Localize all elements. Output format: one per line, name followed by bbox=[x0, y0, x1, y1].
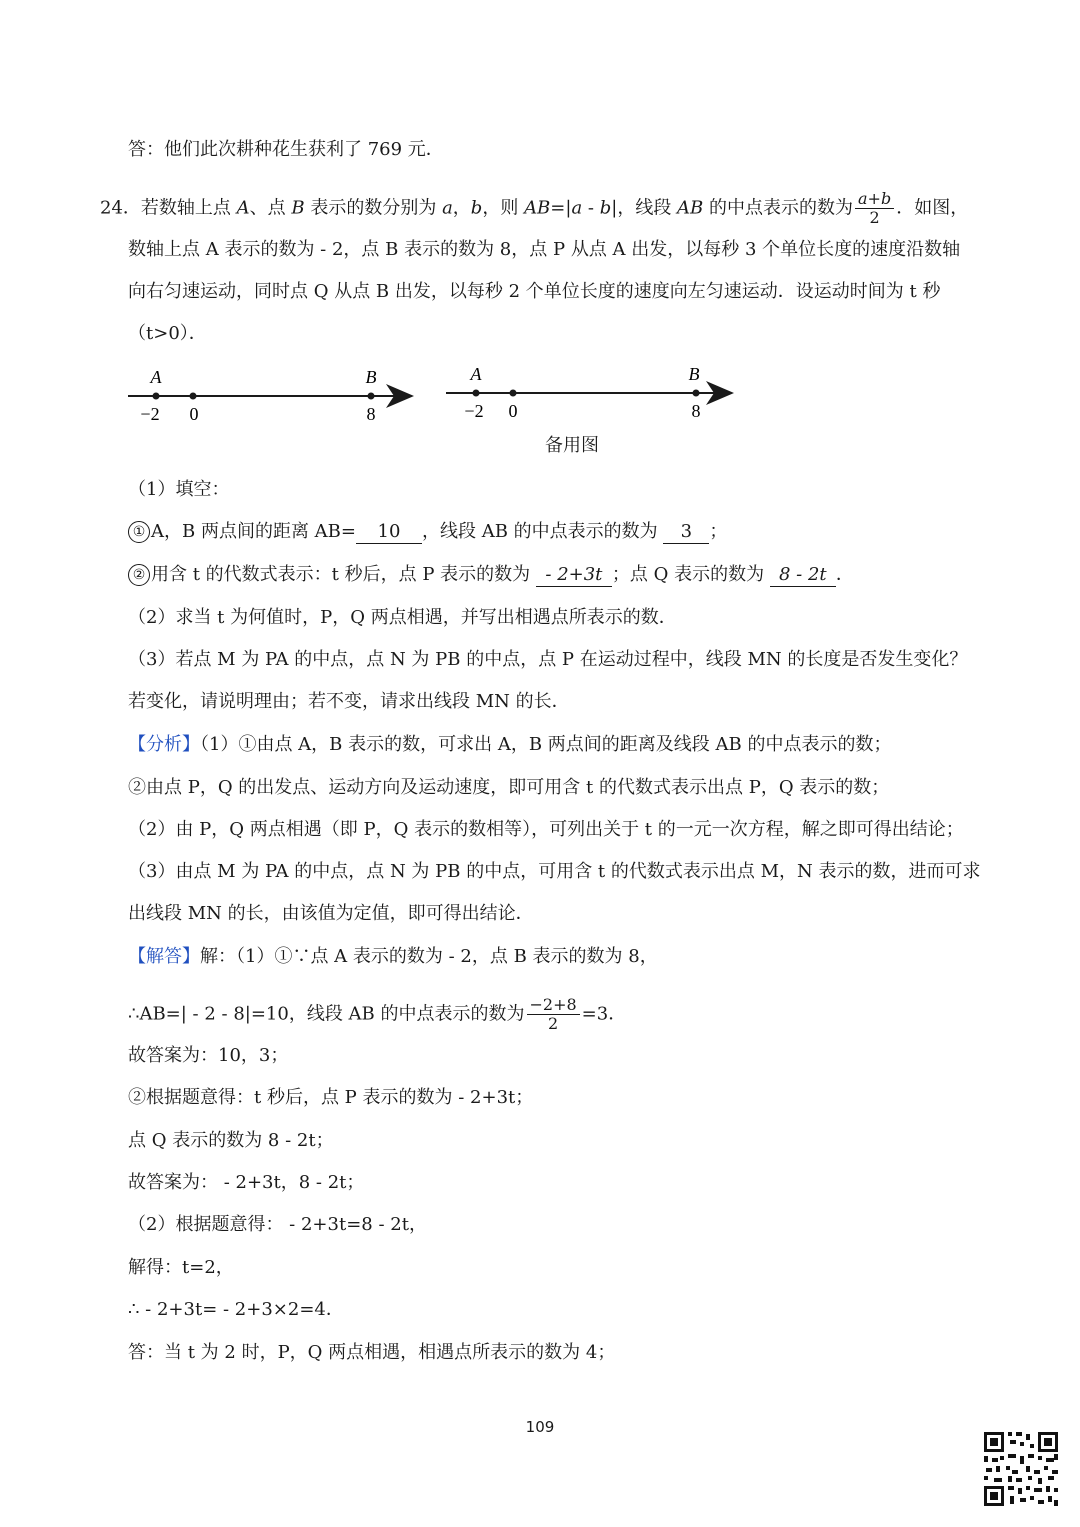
part-2: （2）求当 t 为何值时，P，Q 两点相遇，并写出相遇点所表示的数． bbox=[128, 607, 677, 628]
point-a-dot bbox=[473, 390, 480, 397]
midpoint-calc-fraction: $\frac{-2+8}{2}$ bbox=[527, 996, 580, 1033]
question-24-line-2: 数轴上点 A 表示的数为 - 2，点 B 表示的数为 8，点 P 从点 A 出发，以每秒 3 个单位长度的速度沿数轴 bbox=[128, 239, 961, 260]
number-line-backup bbox=[446, 364, 730, 421]
solution-line-6: 故答案为： - 2+3t，8 - 2t； bbox=[128, 1172, 365, 1193]
answer-blank-p: - 2+3t bbox=[536, 564, 612, 587]
analysis-line-1: 【分析】（1）①由点 A，B 表示的数，可求出 A，B 两点间的距离及线段 AB 的中点表示的数； bbox=[128, 734, 892, 755]
question-24-line-1: 24．若数轴上点 A、点 B 表示的数分别为 a，b，则 AB=|a - b|，线段 AB 的中点表示的数为 $\frac{a+b}{2}$ ．如图， bbox=[100, 189, 969, 227]
origin-dot bbox=[510, 390, 517, 397]
part-3-line-1: （3）若点 M 为 PA 的中点，点 N 为 PB 的中点，点 P 在运动过程中，线段 MN 的长度是否发生变化？ bbox=[128, 649, 968, 670]
point-b-dot bbox=[693, 390, 700, 397]
analysis-line-3: （2）由 P，Q 两点相遇（即 P，Q 表示的数相等），可列出关于 t 的一元一次方程，解之即可得出结论； bbox=[128, 819, 964, 840]
figure-caption: 备用图 bbox=[545, 435, 599, 456]
analysis-line-5: 出线段 MN 的长，由该值为定值，即可得出结论． bbox=[128, 903, 534, 924]
solution-line-10: 答：当 t 为 2 时，P，Q 两点相遇，相遇点所表示的数为 4； bbox=[128, 1342, 616, 1363]
label-a: A bbox=[470, 364, 482, 384]
solution-line-7: （2）根据题意得： - 2+3t=8 - 2t， bbox=[128, 1214, 427, 1235]
qr-code-icon bbox=[982, 1430, 1060, 1508]
tick-label-8: 8 bbox=[691, 401, 701, 421]
label-b: B bbox=[365, 367, 377, 387]
solution-line-2: ∴AB=| - 2 - 8|=10，线段 AB 的中点表示的数为 $\frac{-2+8}{2}$ =3． bbox=[128, 995, 627, 1033]
number-line-main bbox=[128, 367, 410, 424]
number-line-figures bbox=[120, 360, 760, 430]
part-1b: ② 用含 t 的代数式表示：t 秒后，点 P 表示的数为 - 2+3t ；点 Q 表示的数为 8 - 2t ． bbox=[128, 563, 854, 587]
solution-tag: 【解答】 bbox=[128, 946, 200, 967]
analysis-line-4: （3）由点 M 为 PA 的中点，点 N 为 PB 的中点，可用含 t 的代数式表示出点 M，N 表示的数，进而可求 bbox=[128, 861, 981, 882]
solution-line-8: 解得：t=2， bbox=[128, 1257, 234, 1278]
answer-blank-q: 8 - 2t bbox=[770, 564, 836, 587]
solution-line-1: 【解答】解：（1）①∵点 A 表示的数为 - 2，点 B 表示的数为 8， bbox=[128, 946, 658, 967]
tick-label-0: 0 bbox=[508, 401, 518, 421]
page-number: 109 bbox=[525, 1418, 555, 1436]
solution-line-3: 故答案为：10，3； bbox=[128, 1045, 289, 1066]
point-a-dot bbox=[153, 393, 160, 400]
tick-label-0: 0 bbox=[189, 404, 199, 424]
label-a: A bbox=[150, 367, 162, 387]
solution-line-5: 点 Q 表示的数为 8 - 2t； bbox=[128, 1130, 334, 1151]
midpoint-fraction: $\frac{a+b}{2}$ bbox=[855, 190, 894, 227]
question-24-line-4: （t>0）． bbox=[128, 323, 207, 344]
answer-line: 答：他们此次耕种花生获利了 769 元． bbox=[128, 139, 444, 160]
answer-blank-ab: 10 bbox=[356, 521, 422, 544]
part-1a: ① A，B 两点间的距离 AB= 10 ，线段 AB 的中点表示的数为 3 ； bbox=[128, 520, 727, 544]
analysis-tag: 【分析】 bbox=[128, 734, 200, 755]
solution-line-9: ∴ - 2+3t= - 2+3×2=4． bbox=[128, 1299, 344, 1320]
answer-blank-midpoint: 3 bbox=[663, 521, 709, 544]
tick-label-minus-2: −2 bbox=[140, 404, 160, 424]
tick-label-minus-2: −2 bbox=[464, 401, 484, 421]
point-b-dot bbox=[368, 393, 375, 400]
solution-line-4: ②根据题意得：t 秒后，点 P 表示的数为 - 2+3t； bbox=[128, 1087, 534, 1108]
label-b: B bbox=[688, 364, 700, 384]
part-3-line-2: 若变化，请说明理由；若不变，请求出线段 MN 的长． bbox=[128, 691, 570, 712]
analysis-line-2: ②由点 P，Q 的出发点、运动方向及运动速度，即可用含 t 的代数式表示出点 P，Q 表示的数； bbox=[128, 777, 890, 798]
question-24-line-3: 向右匀速运动，同时点 Q 从点 B 出发，以每秒 2 个单位长度的速度向左匀速运动．设运动时间为 t 秒 bbox=[128, 281, 941, 302]
origin-dot bbox=[190, 393, 197, 400]
part-1-title: （1）填空： bbox=[128, 479, 230, 500]
tick-label-8: 8 bbox=[366, 404, 376, 424]
